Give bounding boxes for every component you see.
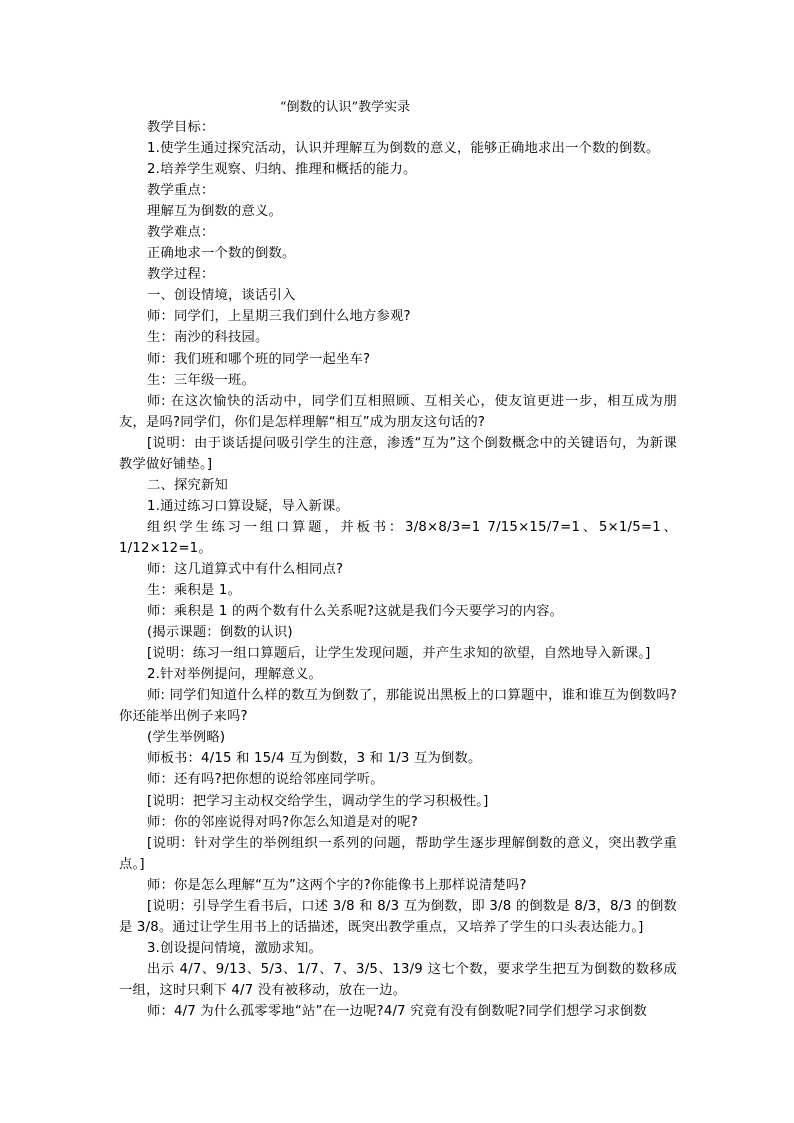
- paragraph-section-1-heading: 一、创设情境，谈话引入: [147, 288, 296, 304]
- paragraph-difficulty-heading: 教学难点：: [147, 225, 215, 241]
- paragraph-board-work: 师板书：4/15 和 15/4 互为倒数，3 和 1/3 互为倒数。: [147, 751, 482, 767]
- paragraph-dialogue: 师：还有吗?把你想的说给邻座同学听。: [147, 772, 384, 788]
- paragraph-note: [说明：引导学生看书后，口述 3/8 和 8/3 互为倒数，即 3/8 的倒数是 8/3，8/3 的倒数是 3/8。通过让学生用书上的话描述，既突出教学重点，又培养了学生的口头表达能力。]: [119, 898, 677, 935]
- paragraph-note: [说明：由于谈话提问吸引学生的注意，渗透“互为”这个倒数概念中的关键语句，为新课教学做好铺垫。]: [119, 435, 677, 472]
- paragraph-dialogue: 师：你是怎么理解“互为”这两个字的?你能像书上那样说清楚吗?: [147, 877, 527, 893]
- paragraph-note: [说明：针对学生的举例组织一系列的问题，帮助学生逐步理解倒数的意义，突出教学重点。]: [119, 835, 677, 872]
- paragraph-student-examples: (学生举例略): [147, 730, 226, 746]
- paragraph-dialogue: 师：乘积是 1 的两个数有什么关系呢?这就是我们今天要学习的内容。: [147, 604, 564, 620]
- paragraph-note: [说明：练习一组口算题后，让学生发现问题，并产生求知的欲望，自然地导入新课。]: [147, 646, 651, 662]
- document-body: [119, 117, 677, 1022]
- paragraph-key-point-heading: 教学重点：: [147, 183, 215, 199]
- paragraph-dialogue: 生：乘积是 1。: [147, 583, 242, 599]
- paragraph-board-work: 组织学生练习一组口算题，并板书：3/8×8/3=1 7/15×15/7=1、5×1/5=1、1/12×12=1。: [119, 519, 677, 556]
- paragraph-dialogue: 师：这几道算式中有什么相同点?: [147, 561, 344, 577]
- paragraph-activity: 出示 4/7、9/13、5/3、1/7、7、3/5、13/9 这七个数，要求学生把互为倒数的数移成一组，这时只剩下 4/7 没有被移动，放在一边。: [119, 961, 677, 998]
- paragraph-dialogue: 师: 同学们知道什么样的数互为倒数了，那能说出黑板上的口算题中，谁和谁互为倒数吗?你还能举出例子来吗?: [119, 688, 677, 725]
- paragraph-key-point: 理解互为倒数的意义。: [147, 204, 282, 220]
- paragraph-dialogue: 师：我们班和哪个班的同学一起坐车?: [147, 351, 371, 367]
- paragraph-dialogue: 师: 在这次愉快的活动中，同学们互相照顾、互相关心，使友谊更进一步，相互成为朋友，是吗?同学们，你们是怎样理解“相互”成为朋友这句话的?: [119, 393, 677, 430]
- paragraph-step-1: 1.通过练习口算设疑，导入新课。: [147, 498, 350, 514]
- paragraph-step-3: 3.创设提问情境，激励求知。: [147, 940, 323, 956]
- paragraph-objectives-heading: 教学目标：: [147, 120, 215, 135]
- paragraph-objective-1: 1.使学生通过探究活动，认识并理解互为倒数的意义，能够正确地求出一个数的倒数。: [147, 141, 660, 157]
- paragraph-dialogue: 师：同学们，上星期三我们到什么地方参观?: [147, 309, 411, 325]
- paragraph-dialogue: 师：4/7 为什么孤零零地“站”在一边呢?4/7 究竟有没有倒数呢?同学们想学习求倒数: [147, 1003, 647, 1019]
- paragraph-topic: (揭示课题：倒数的认识): [147, 625, 293, 641]
- paragraph-note: [说明：把学习主动权交给学生，调动学生的学习积极性。]: [147, 793, 489, 809]
- paragraph-objective-2: 2.培养学生观察、归纳、推理和概括的能力。: [147, 162, 417, 178]
- paragraph-process-heading: 教学过程：: [147, 267, 215, 283]
- paragraph-dialogue: 生：南沙的科技园。: [147, 330, 269, 346]
- paragraph-difficulty: 正确地求一个数的倒数。: [147, 246, 296, 262]
- paragraph-dialogue: 生：三年级一班。: [147, 372, 255, 388]
- paragraph-dialogue: 师：你的邻座说得对吗?你怎么知道是对的呢?: [147, 814, 418, 830]
- document-title: “倒数的认识”教学实录: [279, 100, 411, 115]
- paragraph-section-2-heading: 二、探究新知: [147, 477, 228, 493]
- paragraph-step-2: 2.针对举例提问，理解意义。: [147, 667, 323, 683]
